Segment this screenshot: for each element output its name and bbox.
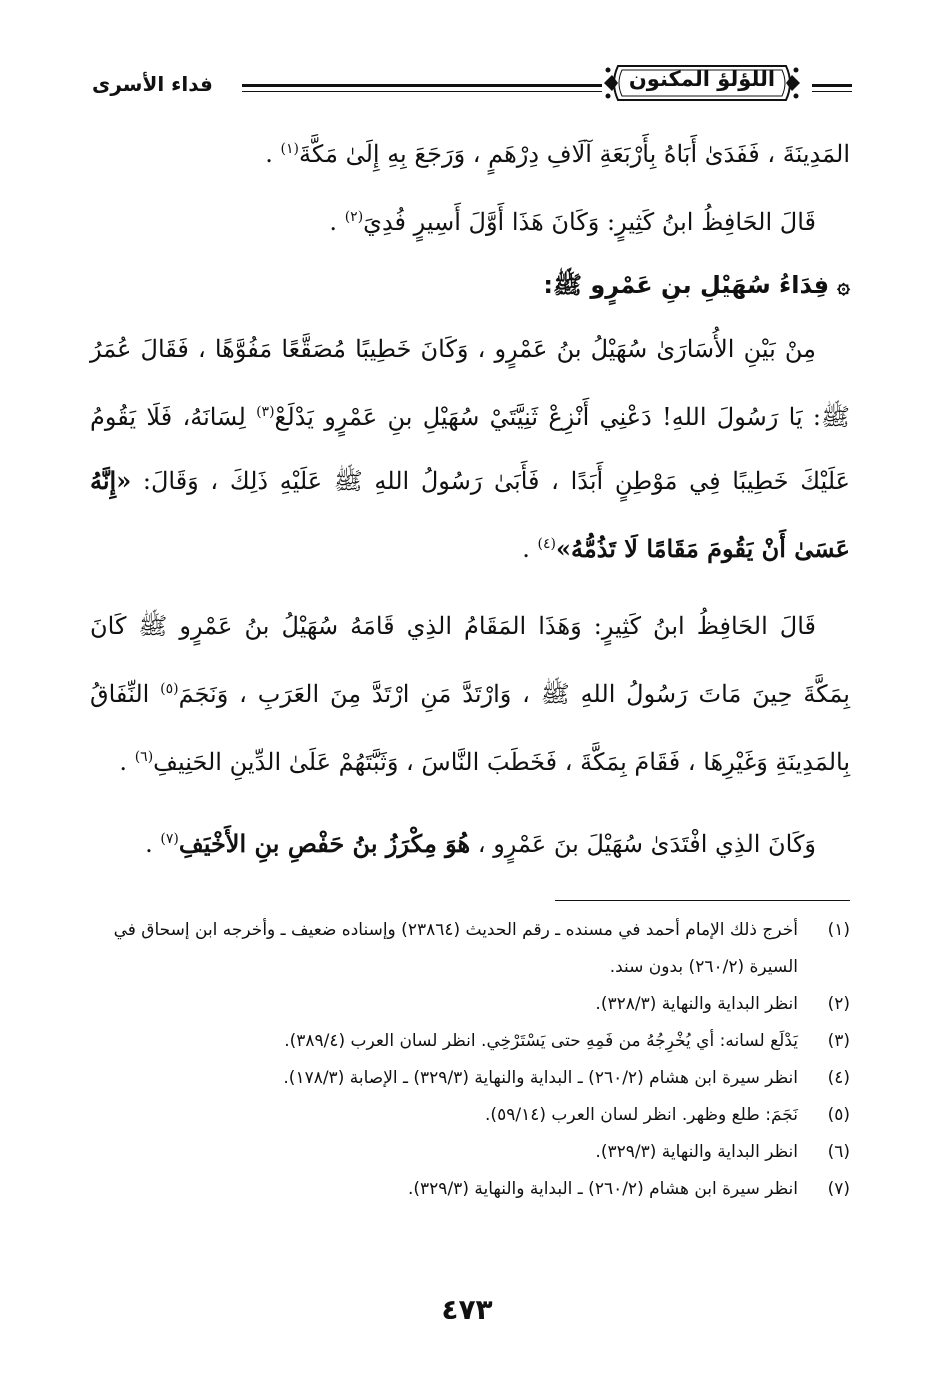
footnote: (٢) انظر البداية والنهاية (٣٢٨/٣). — [595, 994, 850, 1014]
paragraph-4: قَالَ الحَافِظُ ابنُ كَثِيرٍ: وَهَذَا المَقَامُ الذِي قَامَهُ سُهَيْلُ بنُ عَمْرٍو ﷺ كَانَ بِمَكَّةَ حِينَ مَاتَ رَسُولُ اللهِ ﷺ ، وَارْتَدَّ مَنِ ارْتَدَّ مِنَ العَرَبِ ، وَنَجَمَ$^{(٥)}$ النِّفَاقُ بِالمَدِينَةِ وَغَيْرِهَا ، فَقَامَ بِمَكَّةَ ، فَخَطَبَ النَّاسَ ، وَثَبَّتَهُمْ عَلَىٰ الدِّينِ الحَنِيفِ$^{(٦)}$ . — [90, 612, 850, 776]
page-number: ٤٧٣ — [441, 1293, 493, 1326]
paragraph-1: المَدِينَةَ ، فَفَدَىٰ أَبَاهُ بِأَرْبَعَةِ آلَافِ دِرْهَمٍ ، وَرَجَعَ بِهِ إِلَىٰ مَكَّةَ$^{(١)}$ . — [265, 140, 850, 168]
footnote-ref-5: (٥) — [160, 681, 179, 697]
hadith-quote: «إِنَّهُ عَسَىٰ أَنْ يَقُومَ مَقَامًا لَا تَذُمُّهُ» — [90, 466, 850, 563]
section-heading: ۞فِدَاءُ سُهَيْلِ بنِ عَمْرٍو ﷺ: — [90, 254, 850, 318]
footnote: (٥) نَجَمَ: طلع وظهر. انظر لسان العرب (٥٩/١٤). — [485, 1105, 850, 1125]
footnote-ref-2: (٢) — [344, 209, 364, 225]
footnote: (٤) انظر سيرة ابن هشام (٢٦٠/٢) ـ البداية والنهاية (٣٢٩/٣) ـ الإصابة (١٧٨/٣). — [283, 1068, 850, 1088]
footnote: (٧) انظر سيرة ابن هشام (٢٦٠/٢) ـ البداية والنهاية (٣٢٩/٣). — [408, 1179, 850, 1199]
paragraph-3: مِنْ بَيْنِ الأُسَارَىٰ سُهَيْلُ بنُ عَمْرٍو ، وَكَانَ خَطِيبًا مُصَقَّعًا مَفُوَّهًا ، فَقَالَ عُمَرُ ﷺ: يَا رَسُولَ اللهِ! دَعْنِي أَنْزِعْ ثَنِيَّتَيْ سُهَيْلِ بنِ عَمْرٍو يَدْلَعْ$^{(٣)}$ لِسَانَهُ، فَلَا يَقُومُ عَلَيْكَ خَطِيبًا فِي مَوْطِنٍ أَبَدًا ، فَأَبَىٰ رَسُولُ اللهِ ﷺ عَلَيْهِ ذَلِكَ ، وَقَالَ: «إِنَّهُ عَسَىٰ أَنْ يَقُومَ مَقَامًا لَا تَذُمُّهُ»$^{(٤)}$ . — [90, 335, 850, 563]
footnote-ref-6: (٦) — [134, 749, 154, 765]
footnote-ref-1: (١) — [280, 141, 299, 157]
section-title: فداء الأسرى — [92, 72, 213, 96]
paragraph-2: قَالَ الحَافِظُ ابنُ كَثِيرٍ: وَكَانَ هَذَا أَوَّلَ أَسِيرٍ فُدِيَ$^{(٢)}$ . — [329, 208, 816, 236]
header-rule-right — [812, 84, 852, 92]
main-text — [90, 118, 850, 876]
ransomer-name: هُوَ مِكْرَزُ بنُ حَفْصِ بنِ الأَخْيَفِ — [178, 829, 471, 858]
header-rule-left — [242, 84, 602, 92]
book-title: اللؤلؤ المكنون — [628, 67, 776, 91]
book-title-cartouche — [604, 60, 800, 106]
footnote-divider — [555, 900, 850, 901]
footnote: (٦) انظر البداية والنهاية (٣٢٩/٣). — [595, 1142, 850, 1162]
footnote: (١) أخرج ذلك الإمام أحمد في مسنده ـ رقم الحديث (٢٣٨٦٤) وإسناده ضعيف ـ وأخرجه ابن إسحاق في السيرة (٢٦٠/٢) بدون سند. — [113, 920, 850, 977]
footnote: (٣) يَدْلَع لسانه: أي يُخْرِجُهُ من فَمِهِ حتى يَسْتَرْخِي. انظر لسان العرب (٣٨٩/٤). — [284, 1031, 850, 1051]
flower-ornament-icon: ۞ — [837, 274, 850, 299]
paragraph-5: وَكَانَ الذِي افْتَدَىٰ سُهَيْلَ بنَ عَمْرٍو ، هُوَ مِكْرَزُ بنُ حَفْصِ بنِ الأَخْيَفِ$^{(٧)}$ . — [145, 829, 816, 858]
footnote-ref-4: (٤) — [537, 536, 556, 552]
footnote-ref-3: (٣) — [256, 404, 275, 420]
running-header — [92, 50, 852, 108]
footnotes — [90, 912, 850, 1208]
footnote-ref-7: (٧) — [160, 831, 179, 847]
